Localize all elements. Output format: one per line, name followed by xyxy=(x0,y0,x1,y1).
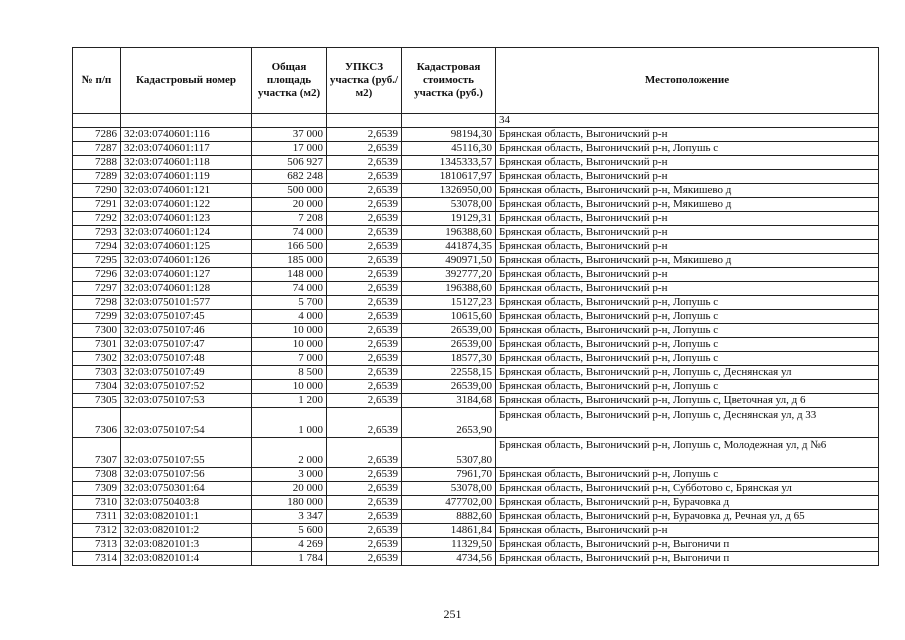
table-row xyxy=(73,338,879,352)
row-number: 7289 xyxy=(73,170,121,184)
area-value: 1 200 xyxy=(252,394,327,408)
cost-value: 477702,00 xyxy=(402,496,496,510)
area-value: 10 000 xyxy=(252,324,327,338)
area-value: 682 248 xyxy=(252,170,327,184)
location-text: Брянская область, Выгоничский р-н, Лопушь с, Цветочная ул, д 6 xyxy=(496,394,879,408)
cost-value: 7961,70 xyxy=(402,468,496,482)
upkz-value: 2,6539 xyxy=(327,482,402,496)
location-text: Брянская область, Выгоничский р-н xyxy=(496,128,879,142)
table-row xyxy=(73,212,879,226)
location-text: Брянская область, Выгоничский р-н xyxy=(496,268,879,282)
cadastral-number: 32:03:0740601:121 xyxy=(121,184,252,198)
table-row xyxy=(73,156,879,170)
cost-value: 490971,50 xyxy=(402,254,496,268)
table-row xyxy=(73,524,879,538)
cost-value: 19129,31 xyxy=(402,212,496,226)
location-text: Брянская область, Выгоничский р-н, Выгоничи п xyxy=(496,552,879,566)
upkz-value: 2,6539 xyxy=(327,366,402,380)
area-value: 7 000 xyxy=(252,352,327,366)
row-number: 7293 xyxy=(73,226,121,240)
area-value: 148 000 xyxy=(252,268,327,282)
upkz-value: 2,6539 xyxy=(327,128,402,142)
table-row xyxy=(73,296,879,310)
subheader-location-value: 34 xyxy=(496,114,879,128)
row-number: 7291 xyxy=(73,198,121,212)
upkz-value: 2,6539 xyxy=(327,468,402,482)
table-row xyxy=(73,184,879,198)
row-number: 7310 xyxy=(73,496,121,510)
row-number: 7303 xyxy=(73,366,121,380)
area-value: 506 927 xyxy=(252,156,327,170)
row-number: 7309 xyxy=(73,482,121,496)
location-text: Брянская область, Выгоничский р-н, Лопушь с xyxy=(496,310,879,324)
table-body xyxy=(73,128,879,566)
row-number: 7312 xyxy=(73,524,121,538)
table-row xyxy=(73,510,879,524)
row-number: 7308 xyxy=(73,468,121,482)
row-number: 7290 xyxy=(73,184,121,198)
table-row xyxy=(73,254,879,268)
table-row xyxy=(73,310,879,324)
location-text: Брянская область, Выгоничский р-н xyxy=(496,170,879,184)
table-row xyxy=(73,324,879,338)
cadastral-number: 32:03:0740601:124 xyxy=(121,226,252,240)
upkz-value: 2,6539 xyxy=(327,198,402,212)
cost-value: 53078,00 xyxy=(402,198,496,212)
area-value: 5 700 xyxy=(252,296,327,310)
cadastral-number: 32:03:0750107:48 xyxy=(121,352,252,366)
upkz-value: 2,6539 xyxy=(327,296,402,310)
area-value: 1 000 xyxy=(252,408,327,438)
upkz-value: 2,6539 xyxy=(327,226,402,240)
area-value: 74 000 xyxy=(252,226,327,240)
location-text: Брянская область, Выгоничский р-н, Лопушь с xyxy=(496,338,879,352)
area-value: 180 000 xyxy=(252,496,327,510)
row-number: 7295 xyxy=(73,254,121,268)
table-row xyxy=(73,538,879,552)
header-location: Местоположение xyxy=(496,48,879,114)
area-value: 4 000 xyxy=(252,310,327,324)
row-number: 7292 xyxy=(73,212,121,226)
table-subheader-row xyxy=(73,114,879,128)
cadastral-number: 32:03:0750107:46 xyxy=(121,324,252,338)
area-value: 3 000 xyxy=(252,468,327,482)
location-text: Брянская область, Выгоничский р-н, Лопушь с xyxy=(496,324,879,338)
location-text: Брянская область, Выгоничский р-н xyxy=(496,226,879,240)
cadastral-number: 32:03:0740601:118 xyxy=(121,156,252,170)
upkz-value: 2,6539 xyxy=(327,510,402,524)
area-value: 7 208 xyxy=(252,212,327,226)
location-text: Брянская область, Выгоничский р-н, Лопушь с xyxy=(496,380,879,394)
cadastral-number: 32:03:0740601:126 xyxy=(121,254,252,268)
upkz-value: 2,6539 xyxy=(327,496,402,510)
cadastral-table xyxy=(72,47,879,566)
row-number: 7306 xyxy=(73,408,121,438)
area-value: 20 000 xyxy=(252,198,327,212)
cadastral-number: 32:03:0740601:127 xyxy=(121,268,252,282)
header-upkz: УПКСЗ участка (руб./м2) xyxy=(327,48,402,114)
table-row xyxy=(73,142,879,156)
table-row xyxy=(73,282,879,296)
upkz-value: 2,6539 xyxy=(327,352,402,366)
cost-value: 14861,84 xyxy=(402,524,496,538)
area-value: 5 600 xyxy=(252,524,327,538)
area-value: 1 784 xyxy=(252,552,327,566)
upkz-value: 2,6539 xyxy=(327,184,402,198)
cost-value: 15127,23 xyxy=(402,296,496,310)
upkz-value: 2,6539 xyxy=(327,552,402,566)
location-text: Брянская область, Выгоничский р-н, Бурачовка д, Речная ул, д 65 xyxy=(496,510,879,524)
area-value: 20 000 xyxy=(252,482,327,496)
upkz-value: 2,6539 xyxy=(327,142,402,156)
location-text: Брянская область, Выгоничский р-н, Лопушь с xyxy=(496,468,879,482)
cadastral-number: 32:03:0750301:64 xyxy=(121,482,252,496)
cost-value: 196388,60 xyxy=(402,226,496,240)
cost-value: 1810617,97 xyxy=(402,170,496,184)
upkz-value: 2,6539 xyxy=(327,254,402,268)
area-value: 37 000 xyxy=(252,128,327,142)
cost-value: 98194,30 xyxy=(402,128,496,142)
table-row xyxy=(73,128,879,142)
location-text: Брянская область, Выгоничский р-н, Лопушь с xyxy=(496,296,879,310)
upkz-value: 2,6539 xyxy=(327,268,402,282)
table-row xyxy=(73,468,879,482)
cadastral-number: 32:03:0750101:577 xyxy=(121,296,252,310)
table-row xyxy=(73,198,879,212)
upkz-value: 2,6539 xyxy=(327,212,402,226)
row-number: 7311 xyxy=(73,510,121,524)
upkz-value: 2,6539 xyxy=(327,394,402,408)
row-number: 7286 xyxy=(73,128,121,142)
cadastral-number: 32:03:0750107:47 xyxy=(121,338,252,352)
header-cost: Кадастровая стоимость участка (руб.) xyxy=(402,48,496,114)
area-value: 2 000 xyxy=(252,438,327,468)
cadastral-number: 32:03:0750107:56 xyxy=(121,468,252,482)
row-number: 7302 xyxy=(73,352,121,366)
row-number: 7307 xyxy=(73,438,121,468)
area-value: 8 500 xyxy=(252,366,327,380)
table-row xyxy=(73,366,879,380)
location-text: Брянская область, Выгоничский р-н, Мякишево д xyxy=(496,184,879,198)
cost-value: 53078,00 xyxy=(402,482,496,496)
row-number: 7299 xyxy=(73,310,121,324)
location-text: Брянская область, Выгоничский р-н, Мякишево д xyxy=(496,198,879,212)
area-value: 17 000 xyxy=(252,142,327,156)
cost-value: 5307,80 xyxy=(402,438,496,468)
cadastral-number: 32:03:0820101:2 xyxy=(121,524,252,538)
cost-value: 26539,00 xyxy=(402,338,496,352)
row-number: 7313 xyxy=(73,538,121,552)
upkz-value: 2,6539 xyxy=(327,324,402,338)
cost-value: 26539,00 xyxy=(402,380,496,394)
cadastral-number: 32:03:0750107:52 xyxy=(121,380,252,394)
upkz-value: 2,6539 xyxy=(327,310,402,324)
table-row xyxy=(73,496,879,510)
location-text: Брянская область, Выгоничский р-н xyxy=(496,524,879,538)
cadastral-number: 32:03:0820101:3 xyxy=(121,538,252,552)
row-number: 7294 xyxy=(73,240,121,254)
location-text: Брянская область, Выгоничский р-н xyxy=(496,212,879,226)
location-text: Брянская область, Выгоничский р-н, Лопушь с, Деснянская ул, д 33 xyxy=(496,408,879,438)
table-row xyxy=(73,170,879,184)
cadastral-number: 32:03:0820101:1 xyxy=(121,510,252,524)
cadastral-number: 32:03:0740601:116 xyxy=(121,128,252,142)
table-row xyxy=(73,552,879,566)
cadastral-number: 32:03:0740601:123 xyxy=(121,212,252,226)
upkz-value: 2,6539 xyxy=(327,282,402,296)
location-text: Брянская область, Выгоничский р-н xyxy=(496,282,879,296)
location-text: Брянская область, Выгоничский р-н xyxy=(496,240,879,254)
cadastral-number: 32:03:0750107:49 xyxy=(121,366,252,380)
location-text: Брянская область, Выгоничский р-н, Мякишево д xyxy=(496,254,879,268)
location-text: Брянская область, Выгоничский р-н, Лопушь с xyxy=(496,142,879,156)
cadastral-number: 32:03:0740601:119 xyxy=(121,170,252,184)
location-text: Брянская область, Выгоничский р-н, Бурачовка д xyxy=(496,496,879,510)
upkz-value: 2,6539 xyxy=(327,438,402,468)
table-row xyxy=(73,408,879,438)
upkz-value: 2,6539 xyxy=(327,156,402,170)
upkz-value: 2,6539 xyxy=(327,408,402,438)
cost-value: 8882,60 xyxy=(402,510,496,524)
location-text: Брянская область, Выгоничский р-н, Лопушь с, Деснянская ул xyxy=(496,366,879,380)
area-value: 10 000 xyxy=(252,338,327,352)
cost-value: 10615,60 xyxy=(402,310,496,324)
area-value: 74 000 xyxy=(252,282,327,296)
location-text: Брянская область, Выгоничский р-н, Лопушь с, Молодежная ул, д №6 xyxy=(496,438,879,468)
table-row xyxy=(73,438,879,468)
cost-value: 26539,00 xyxy=(402,324,496,338)
location-text: Брянская область, Выгоничский р-н xyxy=(496,156,879,170)
cost-value: 441874,35 xyxy=(402,240,496,254)
header-area: Общая площадь участка (м2) xyxy=(252,48,327,114)
area-value: 10 000 xyxy=(252,380,327,394)
area-value: 4 269 xyxy=(252,538,327,552)
cost-value: 3184,68 xyxy=(402,394,496,408)
upkz-value: 2,6539 xyxy=(327,240,402,254)
table-header-row xyxy=(73,48,879,114)
row-number: 7301 xyxy=(73,338,121,352)
cadastral-number: 32:03:0740601:128 xyxy=(121,282,252,296)
location-text: Брянская область, Выгоничский р-н, Субботово с, Брянская ул xyxy=(496,482,879,496)
table-row xyxy=(73,240,879,254)
cadastral-number: 32:03:0750107:55 xyxy=(121,438,252,468)
row-number: 7297 xyxy=(73,282,121,296)
row-number: 7300 xyxy=(73,324,121,338)
upkz-value: 2,6539 xyxy=(327,380,402,394)
cadastral-number: 32:03:0750107:45 xyxy=(121,310,252,324)
cost-value: 392777,20 xyxy=(402,268,496,282)
cost-value: 2653,90 xyxy=(402,408,496,438)
cost-value: 1345333,57 xyxy=(402,156,496,170)
row-number: 7287 xyxy=(73,142,121,156)
table-row xyxy=(73,394,879,408)
cost-value: 1326950,00 xyxy=(402,184,496,198)
table-row xyxy=(73,226,879,240)
cost-value: 45116,30 xyxy=(402,142,496,156)
cost-value: 18577,30 xyxy=(402,352,496,366)
upkz-value: 2,6539 xyxy=(327,338,402,352)
location-text: Брянская область, Выгоничский р-н, Выгоничи п xyxy=(496,538,879,552)
area-value: 3 347 xyxy=(252,510,327,524)
area-value: 166 500 xyxy=(252,240,327,254)
row-number: 7288 xyxy=(73,156,121,170)
table-row xyxy=(73,268,879,282)
cadastral-number: 32:03:0740601:122 xyxy=(121,198,252,212)
row-number: 7298 xyxy=(73,296,121,310)
upkz-value: 2,6539 xyxy=(327,538,402,552)
header-cadastral-number: Кадастровый номер xyxy=(121,48,252,114)
table-row xyxy=(73,482,879,496)
cost-value: 196388,60 xyxy=(402,282,496,296)
header-num: № п/п xyxy=(73,48,121,114)
cadastral-number: 32:03:0750403:8 xyxy=(121,496,252,510)
upkz-value: 2,6539 xyxy=(327,170,402,184)
location-text: Брянская область, Выгоничский р-н, Лопушь с xyxy=(496,352,879,366)
cadastral-number: 32:03:0740601:125 xyxy=(121,240,252,254)
cadastral-number: 32:03:0750107:54 xyxy=(121,408,252,438)
cost-value: 11329,50 xyxy=(402,538,496,552)
upkz-value: 2,6539 xyxy=(327,524,402,538)
cadastral-number: 32:03:0820101:4 xyxy=(121,552,252,566)
cadastral-number: 32:03:0750107:53 xyxy=(121,394,252,408)
page-number: 251 xyxy=(443,607,462,621)
table-row xyxy=(73,352,879,366)
row-number: 7304 xyxy=(73,380,121,394)
table-row xyxy=(73,380,879,394)
cost-value: 4734,56 xyxy=(402,552,496,566)
cadastral-number: 32:03:0740601:117 xyxy=(121,142,252,156)
row-number: 7305 xyxy=(73,394,121,408)
row-number: 7296 xyxy=(73,268,121,282)
area-value: 185 000 xyxy=(252,254,327,268)
area-value: 500 000 xyxy=(252,184,327,198)
cost-value: 22558,15 xyxy=(402,366,496,380)
row-number: 7314 xyxy=(73,552,121,566)
